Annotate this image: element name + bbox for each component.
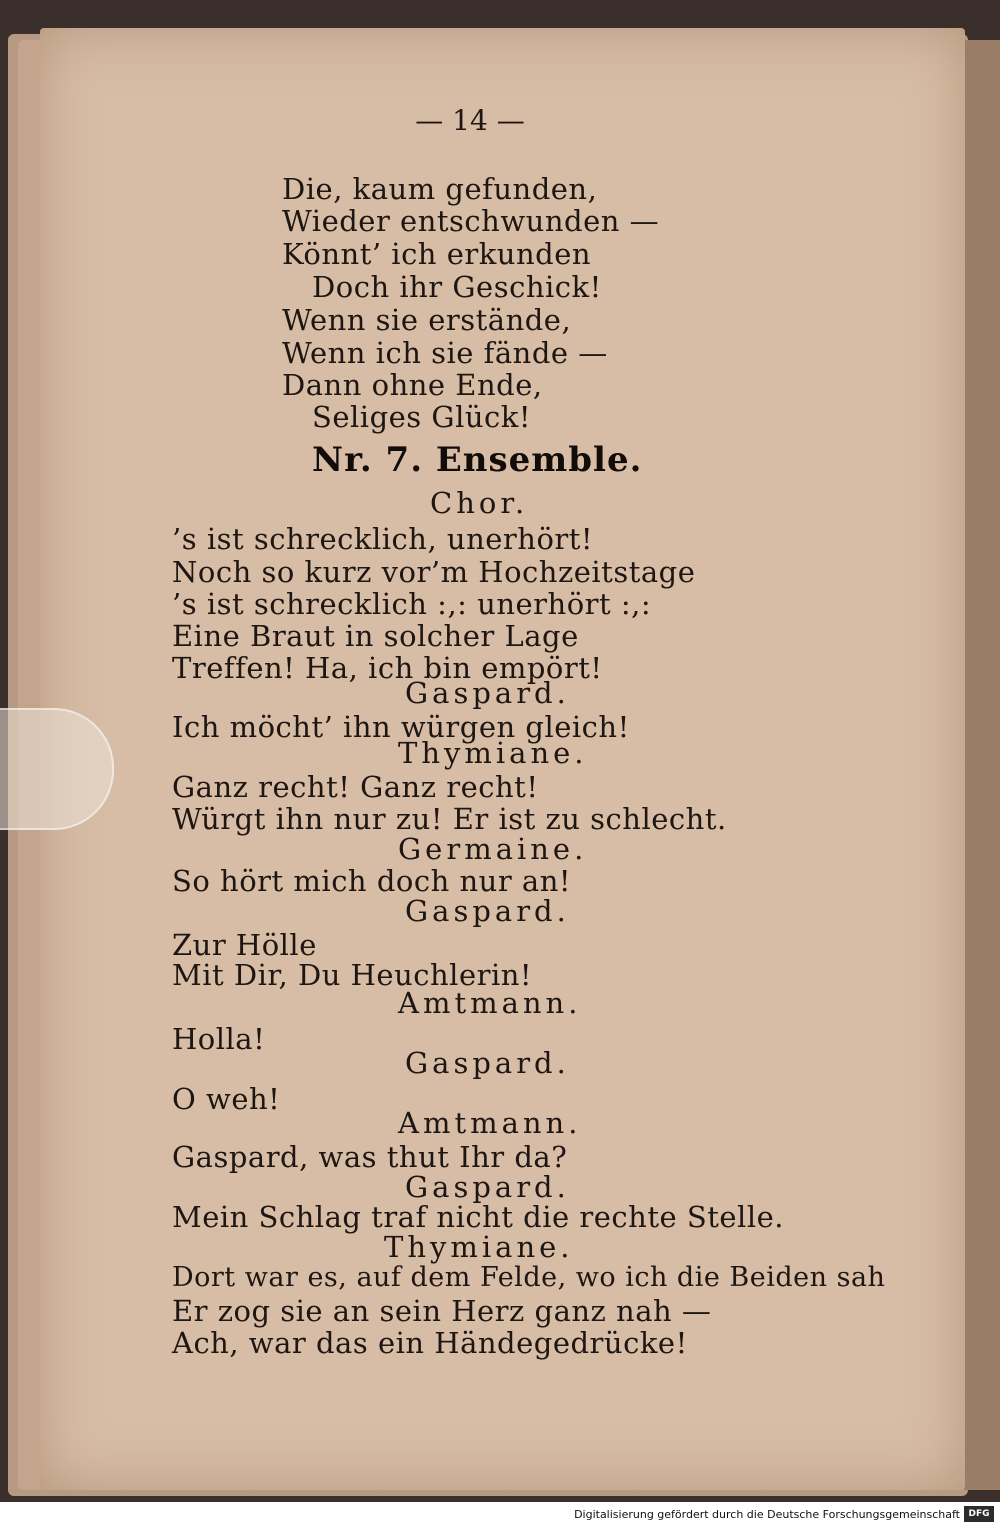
speaker-name: Thymiane.	[384, 1230, 574, 1264]
dfg-credit: Digitalisierung gefördert durch die Deutsche Forschungsgemeinschaft	[574, 1508, 960, 1521]
speaker-name: Gaspard.	[405, 1046, 570, 1080]
stanza-line: Wenn ich sie fände —	[282, 336, 608, 370]
speaker-name: Gaspard.	[405, 676, 570, 710]
speaker-name: Gaspard.	[405, 1170, 570, 1204]
verse-line: Holla!	[172, 1022, 266, 1056]
verse-line: ’s ist schrecklich, unerhört!	[172, 522, 594, 556]
verse-line: Treffen! Ha, ich bin empört!	[172, 651, 603, 685]
verse-line: ’s ist schrecklich :,: unerhört :,:	[172, 587, 652, 621]
speaker-name: Chor.	[430, 486, 529, 520]
verse-line: Eine Braut in solcher Lage	[172, 619, 579, 653]
stanza-line: Wenn sie erstände,	[282, 303, 572, 337]
stanza-line: Dann ohne Ende,	[282, 368, 543, 402]
verse-line: Gaspard, was thut Ihr da?	[172, 1140, 568, 1174]
verse-line: Mit Dir, Du Heuchlerin!	[172, 958, 533, 992]
speaker-name: Amtmann.	[398, 1106, 582, 1140]
verse-line: Zur Hölle	[172, 928, 317, 962]
stanza-line: Die, kaum gefunden,	[282, 172, 598, 206]
verse-line: Noch so kurz vor’m Hochzeitstage	[172, 555, 696, 589]
stanza-line: Doch ihr Geschick!	[312, 270, 602, 304]
verse-line: Würgt ihn nur zu! Er ist zu schlecht.	[172, 802, 727, 836]
dfg-logo: DFG	[964, 1506, 994, 1522]
stanza-line: Könnt’ ich erkunden	[282, 237, 592, 271]
speaker-name: Germaine.	[398, 832, 588, 866]
footer-bar	[0, 1502, 1000, 1526]
binding-strip	[964, 40, 1000, 1490]
page-number: — 14 —	[415, 104, 525, 137]
verse-line: Ach, war das ein Händegedrücke!	[172, 1326, 688, 1360]
verse-line: O weh!	[172, 1082, 281, 1116]
speaker-name: Gaspard.	[405, 894, 570, 928]
verse-line: Mein Schlag traf nicht die rechte Stelle.	[172, 1200, 784, 1234]
section-heading: Nr. 7. Ensemble.	[312, 440, 643, 480]
verse-line: So hört mich doch nur an!	[172, 864, 572, 898]
stanza-line: Wieder entschwunden —	[282, 204, 660, 238]
verse-line: Ganz recht! Ganz recht!	[172, 770, 539, 804]
page-clip	[0, 708, 114, 830]
verse-line: Er zog sie an sein Herz ganz nah —	[172, 1294, 712, 1328]
verse-line: Dort war es, auf dem Felde, wo ich die Beiden sah	[172, 1262, 886, 1293]
verse-line: Ich möcht’ ihn würgen gleich!	[172, 710, 630, 744]
speaker-name: Amtmann.	[398, 986, 582, 1020]
speaker-name: Thymiane.	[398, 736, 588, 770]
stanza-line: Seliges Glück!	[312, 400, 531, 434]
